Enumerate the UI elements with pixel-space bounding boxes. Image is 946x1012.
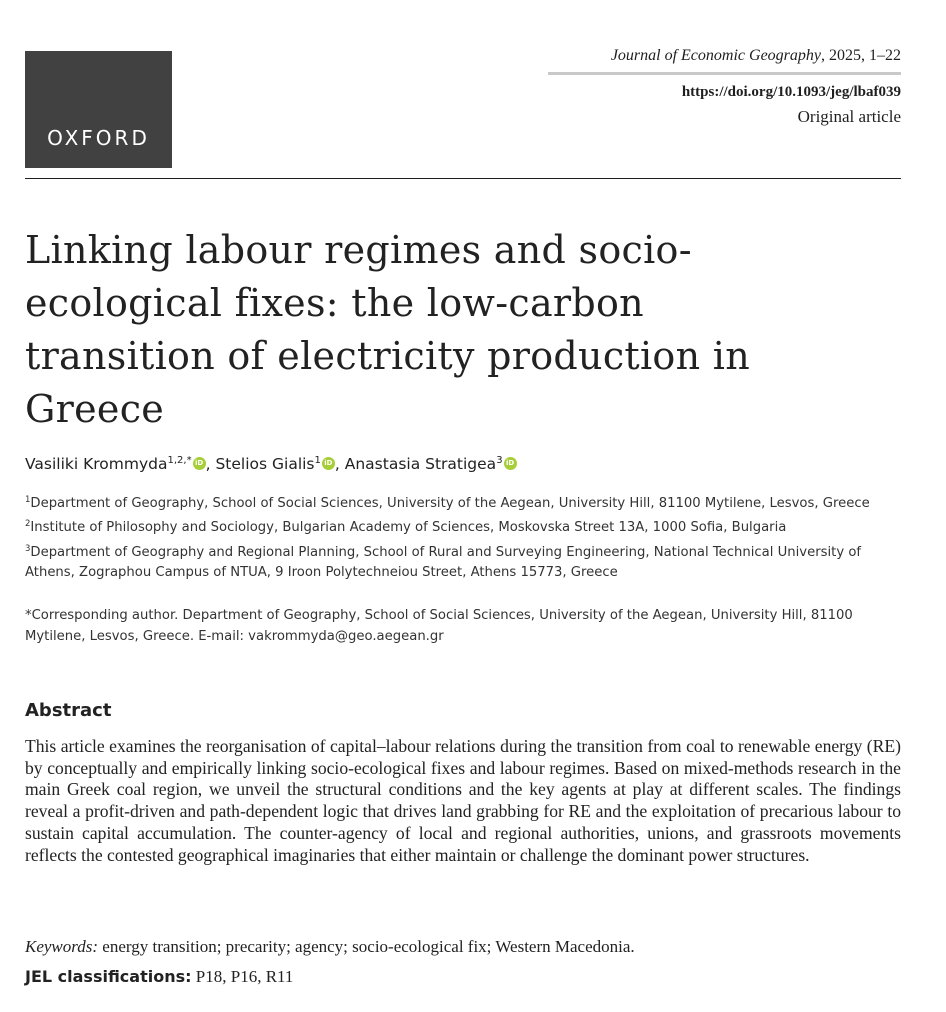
article-type: Original article <box>797 107 901 126</box>
affiliation-item <box>25 539 885 584</box>
affiliation-number: 3 <box>25 543 31 554</box>
abstract-heading: Abstract <box>25 700 112 721</box>
jel-label: JEL classifications: <box>25 967 192 986</box>
affiliation-number: 2 <box>25 519 31 530</box>
header-grey-rule <box>548 72 901 75</box>
keywords-text: energy transition; precarity; agency; socio-ecological fix; Western Macedonia. <box>98 937 635 956</box>
author-list: Vasiliki Krommyda$^{1,2,*}$ iD , Stelios Gialis$^1$ iD , Anastasia Stratigea$^3$ iD <box>25 455 517 473</box>
publisher-logo <box>25 51 172 168</box>
header-divider <box>25 178 901 179</box>
author-affil-marker: 1,2,* <box>167 455 192 466</box>
orcid-icon[interactable]: iD <box>322 457 335 470</box>
abstract-text: This article examines the reorganisation of capital–labour relations during the transition from coal to renewable energy (RE) by conceptually and empirically linking socio-ecological fixes and labour regimes. Based on mixed-methods research in the main Greek coal region, we unveil the structural conditions and the key agents at play at different scales. The findings reveal a profit-driven and path-dependent logic that drives land grabbing for RE and the exploitation of precarious labour to sustain capital accumulation. The counter-agency of local and regional authorities, unions, and grassroots movements reflects the contested geographical imaginaries that either maintain or challenge the dominant power structures. <box>25 736 901 865</box>
author-name[interactable]: Anastasia Stratigea <box>344 455 497 473</box>
affiliation-text: Department of Geography and Regional Planning, School of Rural and Surveying Engineering, National Technical University of Athens, Zographou Campus of NTUA, 9 Iroon Polytechneiou Street, Athens 15773, Greece <box>25 544 862 580</box>
journal-citation <box>611 47 901 65</box>
affiliations <box>25 490 885 583</box>
article-title: Linking labour regimes and socio-ecological fixes: the low-carbon transition of electricity production in Greece <box>25 228 750 431</box>
affiliation-item <box>25 514 885 538</box>
journal-name: Journal of Economic Geography <box>610 47 821 64</box>
orcid-icon[interactable]: iD <box>504 457 517 470</box>
affiliation-item <box>25 490 885 514</box>
logo-text: OXFORD <box>47 126 150 150</box>
affiliation-text: Department of Geography, School of Social Sciences, University of the Aegean, University Hill, 81100 Mytilene, Lesvos, Greece <box>30 496 870 511</box>
orcid-icon[interactable]: iD <box>193 457 206 470</box>
author-affil-marker: 3 <box>496 455 503 466</box>
jel-classifications <box>25 967 293 987</box>
keywords <box>25 937 635 957</box>
keywords-label: Keywords: <box>25 937 99 956</box>
affiliation-number: 1 <box>25 495 31 505</box>
journal-year-pages: , 2025, 1–22 <box>821 47 901 64</box>
corresponding-author: *Corresponding author. Department of Geography, School of Social Sciences, University of the Aegean, University Hill, 81100 Mytilene, Lesvos, Greece. E-mail: vakrommyda@geo.aegean.gr <box>25 608 853 644</box>
author-name[interactable]: Vasiliki Krommyda <box>25 455 168 473</box>
jel-text: P18, P16, R11 <box>191 967 294 986</box>
doi-link[interactable]: https://doi.org/10.1093/jeg/lbaf039 <box>681 84 901 100</box>
affiliation-text: Institute of Philosophy and Sociology, Bulgarian Academy of Sciences, Moskovska Street 13A, 1000 Sofia, Bulgaria <box>30 520 787 536</box>
author-name[interactable]: Stelios Gialis <box>215 455 315 473</box>
author-affil-marker: 1 <box>314 455 321 466</box>
